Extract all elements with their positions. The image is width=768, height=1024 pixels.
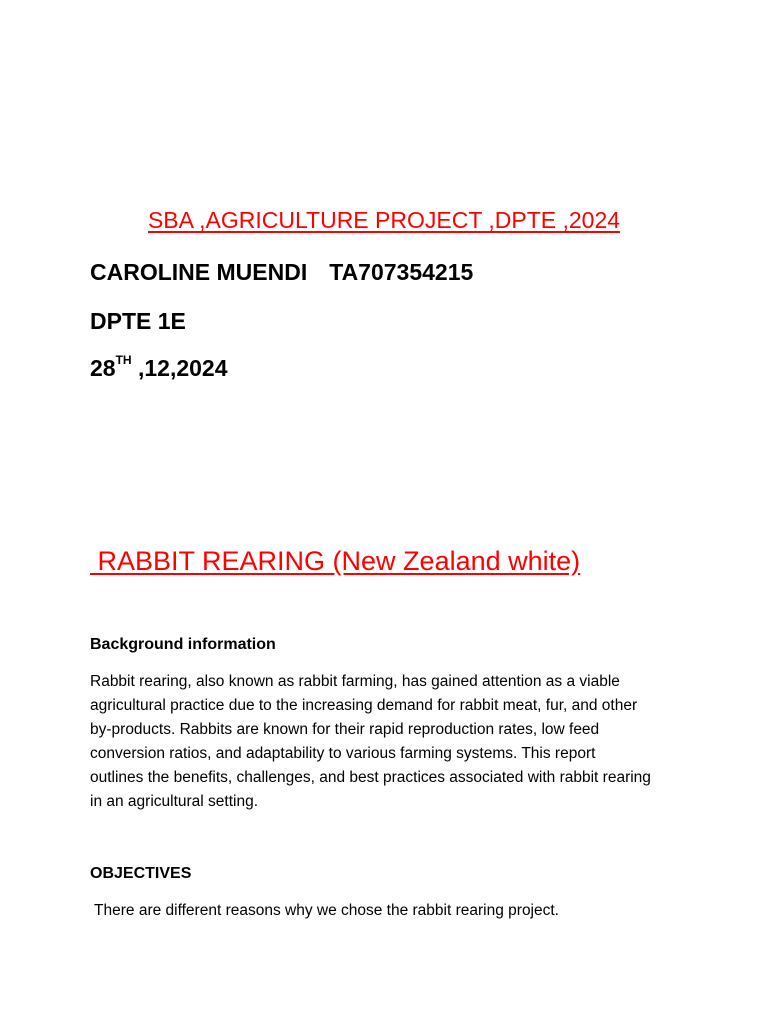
document-title: SBA ,AGRICULTURE PROJECT ,DPTE ,2024 [147, 207, 621, 233]
paragraph-line: in an agricultural setting. [90, 793, 259, 810]
student-name: CAROLINE MUENDI [90, 259, 308, 285]
class-line: DPTE 1E [90, 308, 186, 334]
objectives-text: There are different reasons why we chose the rabbit rearing project. [90, 902, 559, 919]
student-info-line [90, 259, 473, 286]
background-paragraph [90, 670, 690, 814]
date-rest: ,12,2024 [131, 355, 228, 381]
objectives-heading: OBJECTIVES [90, 865, 192, 882]
project-heading: RABBIT REARING (New Zealand white) [90, 546, 581, 576]
paragraph-line: Rabbit rearing, also known as rabbit farming, has gained attention as a viable [90, 673, 620, 690]
date-day: 28 [90, 355, 116, 381]
date-line [90, 355, 228, 382]
paragraph-line: conversion ratios, and adaptability to various farming systems. This report [90, 745, 596, 762]
paragraph-line: by-products. Rabbits are known for their rapid reproduction rates, low feed [90, 721, 600, 738]
objectives-paragraph [90, 899, 690, 923]
date-suffix: TH [115, 353, 132, 367]
background-heading: Background information [90, 636, 276, 653]
paragraph-line: outlines the benefits, challenges, and best practices associated with rabbit rearing [90, 769, 651, 786]
paragraph-line: agricultural practice due to the increasing demand for rabbit meat, fur, and other [90, 697, 638, 714]
student-id: TA707354215 [329, 259, 474, 285]
